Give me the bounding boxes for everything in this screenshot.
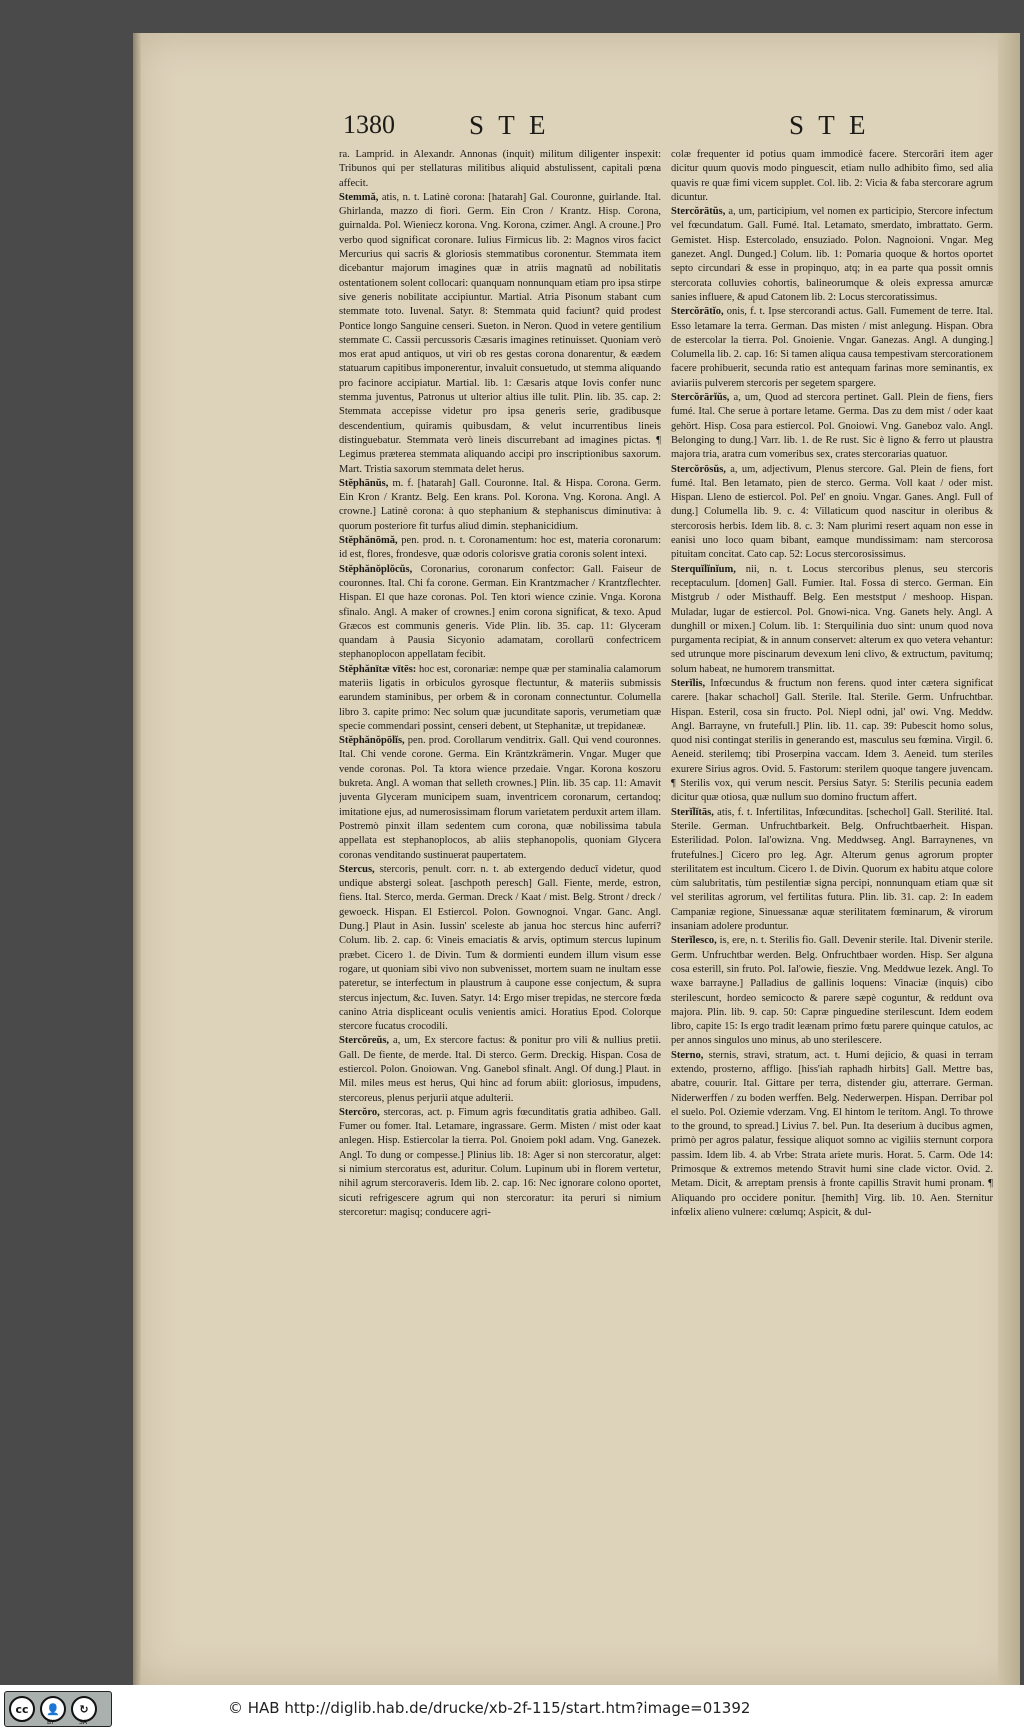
dictionary-entry <box>671 305 993 391</box>
dictionary-entry <box>671 1049 993 1221</box>
dictionary-entry <box>339 191 661 477</box>
entry-lemma: Sterĭlis, <box>671 677 706 689</box>
dictionary-entry <box>671 677 993 806</box>
entry-lemma: Stĕphānŭs, <box>339 477 389 489</box>
entry-lemma: Sterĭlĭtās, <box>671 806 714 818</box>
page-fold <box>998 33 1020 1685</box>
entry-text: a, um, Ex stercore factus: & ponitur pro vili & nullius pretii. Gall. De fiente, de merde. Ital. Di sterco. Germ. Dreckig. Hispan. Cosa de estiercol. Polon. Gnoiowan. Vng. Ganebol sfinalt. Angl. Of dung.] Plaut. in Mil. miles meus est herus, Qui hinc ad forum abiit: gloriosus, impudens, stercoreus, plenus perjurii atque adulterii. <box>339 1035 661 1104</box>
page-header <box>339 110 979 144</box>
sa-icon: ↻ <box>71 1696 97 1722</box>
dictionary-entry <box>671 463 993 563</box>
entry-lemma: Stĕphănītæ vītēs: <box>339 663 417 675</box>
entry-lemma: Stercŏrōsŭs, <box>671 463 726 475</box>
entry-text: Coronarius, coronarum confector: Gall. Faiseur de couronnes. Ital. Chi fa corone. German. Ein Krantzmacher / Krantzflechter. Hispan. El que haze coronas. Pol. Ten ktori wience czinie. Vnga. Korona sfinalo. Angl. A maker of crownes.] enim corona significat, & texo. Apud Græcos est communis generis. Vide Plin. lib. 35. cap. 11: Glyceram quandam à Pausia Sicyonio adamatam, corollarū confectricem stephanoplocon appellatam fecibit. <box>339 563 661 661</box>
dictionary-entry <box>671 806 993 935</box>
sa-label: SA <box>79 1719 88 1726</box>
dictionary-entry <box>339 663 661 734</box>
entry-text: is, ere, n. t. Sterilis fio. Gall. Devenir sterile. Ital. Divenir sterile. Germ. Unfruchtbar werden. Belg. Onfruchtbaer worden. Hisp. Ser alguna cosa esterill, sin fruto. Pol. Ial'owie, fieszie. Vng. Meddwue lezek. Angl. To waxe barrayne.] Palladius de gallinis loquens: Vinaciæ (inquis) cibo sterilescunt, hordeo semicocto & parere sæpè coguntur, & reddunt ova majora. Plin. lib. 9. cap. 50: Capræ pinguedine sterilescunt. Idem eodem libro, capite 15: Is ergo tradit leænam primo fœtu parere quinque catulos, ac per annos singulos uno minus, ab uno sterilescere. <box>671 935 993 1047</box>
dictionary-entry <box>339 148 661 191</box>
entry-lemma: Stercus, <box>339 863 375 875</box>
entry-text: nii, n. t. Locus stercoribus plenus, seu stercoris receptaculum. [domen] Gall. Fumier. Ital. Fossa di sterco. German. Ein Mistgrub / oder Misthauff. Belg. Een meststput / meshoop. Hispan. Muladar, lugar de estiercol. Pol. Gnowi-nica. Vng. Ganets hely. Angl. A dunghill or mixen.] Colum. lib. 1: Sterquilinia duo sint: unum quod nova purgamenta recipiat, & in annum conservet: alterum ex quo vetera vehantur: sed utrunque more piscinarum devexum leni clivo, & extructum, pavitumq; solum habeat, ne humorem transmittat. <box>671 563 993 675</box>
entry-lemma: Stercŏro, <box>339 1106 380 1118</box>
dictionary-entry <box>671 563 993 677</box>
entry-lemma: Sterĭlesco, <box>671 935 717 947</box>
page-number: 1380 <box>343 110 395 139</box>
dictionary-entry <box>339 534 661 563</box>
running-head-right: S T E <box>789 110 870 140</box>
entry-lemma: Stercŏrātĭo, <box>671 306 724 318</box>
entry-lemma: Stĕphănŏplŏcŭs, <box>339 563 413 575</box>
entry-lemma: Stĕphănōmă, <box>339 535 398 547</box>
dictionary-entry <box>339 563 661 663</box>
entry-text: sternis, stravi, stratum, act. t. Humi dejicio, & quasi in terram extendo, prosterno, affligo. [hiss'iah raphadh hirbits] Gall. Mettre bas, abatre, couurir. Ital. Gittare per terra, distender giu, atterrare. German. Niderwerffen / zu boden werffen. Belg. Nederwerpen. Hispan. Derribar pol el suelo. Pol. Oziemie vderzam. Vng. El hintom le terítom. Angl. To throwe to the ground, to spread.] Livius 7. bel. Pun. Ita deserium à ducibus agmen, primò per agros palatur, fessique aliquot somno ac vigiliis sternunt corpora passim. Idem lib. 4. ab Vrbe: Strata ariete muris. Horat. 5. Carm. Ode 14: Primosque & extremos metendo Stravit humi sine clade victor. Ovid. 2. Metam. Dicit, & arreptam prensis à fronte capillis Stravit humi pronam. ¶ Aliquando pro occidere ponitur. [hemith] Virg. lib. 10. Aen. Sternitur infœlix alieno vulnere: cœlumq; Aspicit, & dul- <box>671 1049 993 1218</box>
entry-text: pen. prod. n. t. Coronamentum: hoc est, materia coronarum: id est, flores, frondesve, quæ odoris colorisve gratia coronis solent intexi. <box>339 535 661 561</box>
entry-lemma: Stemmă, <box>339 191 379 203</box>
entry-text: ra. Lamprid. in Alexandr. Annonas (inquit) militum diligenter inspexit: Tribunos qui per stellaturas militibus aliquid abstulissent, capitali pœna affecit. <box>339 149 661 189</box>
dictionary-entry <box>339 1034 661 1105</box>
by-icon: 👤 <box>40 1696 66 1722</box>
right-column <box>671 148 993 1658</box>
entry-text: a, um, adjectivum, Plenus stercore. Gal. Plein de fiens, fort fumé. Ital. Ben letamato, pien de sterco. Germa. Voll kaat / oder mist. Hispan. Lleno de estiercol. Pol. Pel' en gnoiu. Vngar. Ganes. Angl. Full of dung.] Columella lib. 9. c. 4: Villaticum quod nascitur in oleribus & stercorosis herbis. Idem lib. 8. c. 3: Nam plurimi resert aquam non esse in eanisi uno loco quam bibant, eamque mundissimam: nam stercorosa pituitam concitat. Cato cap. 52: Locus stercorosissimus. <box>671 463 993 561</box>
entry-text: atis, f. t. Infertilitas, Infœcunditas. [schechol] Gall. Sterilité. Ital. Sterile. German. Unfruchtbarkeit. Belg. Onfruchtbaerheit. Hispan. Esterilidad. Polon. Ial'owizna. Vng. Meddwseg. Angl. Barraynenes, vn frutefulnes.] Cicero pro leg. Agr. Alterum genus agrorum propter sterilitatem est incultum. Cicero 1. de Divin. Quorum ex habitu atque colore cùm salubritatis, tùm pestilentiæ signa percipi, nonnunquam etiam quæ sit vel sterilitas agrorum, vel fertilitas futura. Plin. lib. 31. cap. 2: In eadem Campaniæ regione, Sinuessanæ aquæ sterilitatem fœminarum, & virorum insaniam adolere produntur. <box>671 806 993 933</box>
footer-bar <box>0 1685 1024 1732</box>
by-label: BY <box>47 1719 55 1726</box>
dictionary-entry <box>339 477 661 534</box>
attribution-link[interactable]: © HAB http://diglib.hab.de/drucke/xb-2f-115/start.htm?image=01392 <box>228 1699 751 1717</box>
entry-lemma: Sterquĭlĭnĭum, <box>671 563 736 575</box>
entry-text: pen. prod. Corollarum venditrix. Gall. Qui vend couronnes. Ital. Chi vende corone. Germa. Ein Kräntzkrämerin. Vngar. Muger que vende coronas. Pol. Ta ktora wience przedaie. Vngar. Korona koszoru bukreta. Angl. A woman that selleth crownes.] Plin. lib. 35 cap. 11: Amavit juventa Glyceram municipem suam, inventricem coronarum, certandoq; imitatione ejus, ad numerosissimam florum varietatem perduxit artem illam. Postremò pinxit illam sedentem cum corona, quæ nobilissima tabula appellata est stephanoplocos, ab aliis stephanopolis, quoniam Glycera coronas venditando sustinuerat paupertatem. <box>339 735 661 861</box>
dictionary-entry <box>671 148 993 205</box>
entry-lemma: Sterno, <box>671 1049 704 1061</box>
dictionary-entry <box>671 205 993 305</box>
running-head-left: S T E <box>469 110 550 140</box>
entry-text: stercoras, act. p. Fimum agris fœcunditatis gratia adhibeo. Gall. Fumer ou fomer. Ital. Letamare, ingrassare. Germ. Misten / mist oder kaat anlegen. Hisp. Estiercolar la tierra. Pol. Gnoiem pokl adam. Vng. Ganezek. Angl. To dung or compesse.] Plinius lib. 18: Ager si non stercoratur, alget: si nimium stercoratus est, aduritur. Colum. Lupinum ubi in florem vertetur, nihil agrum stercoraveris. Idem lib. 2. cap. 16: Nec ignorare colono oportet, sicuti refrigescere agrum qui non stercoratur: ita peruri si nimium stercoretur: magisq; conducere agri- <box>339 1106 661 1218</box>
entry-text: hoc est, coronariæ: nempe quæ per staminalia calamorum materiis ligatis in orbiculos gyrosque flectuntur, & materiis submissis earundem staminibus, per orbem & in coronam connectuntur. Columella libro 3. capite primo: Nec solum quæ jucunditate saporis, verumetiam quæ specie commendari possint, censeri debent, ut Stephanitæ, ut trepidaneæ. <box>339 663 661 732</box>
book-spine <box>133 33 141 1685</box>
entry-text: atis, n. t. Latinè corona: [hatarah] Gal. Couronne, guirlande. Ital. Ghirlanda, mazzo di fiori. Germ. Ein Cron / Krantz. Hisp. Corona, guirnalda. Pol. Wieniecz korona. Vng. Korona, czimer. Angl. A croune.] Pro verbo quod significat coronare. Iulius Firmicus lib. 2: Magnos viros facict Mercurius qui sacris & gloriosis stemmatibus coronentur. Stemmata item dicebantur majorum imagines quæ in atriis magnatū ad nobilitatis ostentationem solent collocari: quanquam nonnunquam etiam pro ipsa stirpe sive generis nobilitate accipiuntur. Martial. Atria Pisonum stabant cum stemmate toto. Iuvenal. Satyr. 8: Stemmata quid faciunt? quid prodest Pontice longo Sanguine censeri. Sueton. in Neron. Quod in vetere gentilium stemmate C. Cassii percussoris Cæsaris imagines retinuisset. Quoniam verò mos erat apud antiquos, ut viri ob res gestas corona donarentur, & eædem statuarum capitibus imponerentur, invaluit consuetudo, ut stemma aliquando pro facinore accipiatur. Martial. lib. 1: Cæsaris atque Iovis confer nunc stemma juventus, Patronus ut ulterior altius ille tulit. Plin. lib. 35. cap. 2: Stemmata accepisse videtur pro ipsa generis serie, gradibusque descendentium, quiramis quibusdam, & velut incurrentibus lineis distinguebatur. Stemmata verò lineis discurrebant ad imagines pictas. ¶ Legimus præterea stemmata aliquando accipi pro inscriptionibus saxorum. Mart. Tristia saxorum stemmata delet herus. <box>339 191 661 475</box>
dictionary-entry <box>339 863 661 1035</box>
left-column <box>339 148 661 1658</box>
cc-icon: cc <box>9 1696 35 1722</box>
cc-license-badge[interactable] <box>4 1691 112 1727</box>
entry-lemma: Stercŏrātŭs, <box>671 206 726 218</box>
entry-lemma: Stĕphănŏpōlĭs, <box>339 735 405 747</box>
entry-text: Infœcundus & fructum non ferens. quod inter cætera significat carere. [hakar schachol] Gall. Sterile. Ital. Sterile. Germ. Unfruchtbar. Hispan. Esteril, cosa sin fructo. Pol. Niepl odni, jal' owi. Vng. Meddw. Angl. Barrayne, vn frutefull.] Plin. lib. 11. cap. 39: Pubescit homo solus, quod nisi contingat sterilis in generando est, masculus seu fœmina. Virgil. 6. Aeneid. sterilemq; tibi Proserpina vaccam. Idem 3. Aeneid. tum steriles exurere Sirius agros. Ovid. 5. Fastorum: sterilem quoque tangere juvencam. ¶ Sterilis vox, qui verum nescit. Persius Satyr. 5: Sterilis pecunia eadem dicitur quæ otiosa, quæ nullum suo domino fructum affert. <box>671 677 993 804</box>
entry-text: a, um, participium, vel nomen ex participio, Stercore infectum vel fœcundatum. Gall. Fumé. Ital. Letamato, smerdato, imbrattato. Germ. Gemistet. Hisp. Estercolado, ensuziado. Polon. Nagnoioni. Vngar. Meg ganezet. Angl. Dunged.] Colum. lib. 1: Pomaria quoque & hortos oportet septo circundari & esse in propinquo, atq; in ea parte qua possit omnis stercorata colluvies cohortis, balineorumque & oleis expressa amurcæ sanies influere, & apud Catonem lib. 2: Locus stercoratissimus. <box>671 206 993 303</box>
dictionary-entry <box>339 734 661 863</box>
entry-text: m. f. [hatarah] Gall. Couronne. Ital. & Hispa. Corona. Germ. Ein Kron / Krantz. Belg. Een krans. Pol. Korona. Vng. Korona. Angl. A crowne.] Latinè corona: à quo stephanium & stephaniscus diminutiva: à quorum posteriore fit turfus aliud dimin. stephanicidium. <box>339 477 661 532</box>
entry-text: stercoris, penult. corr. n. t. ab extergendo deducī videtur, quod undique abstergi soleat. [aschpoth peresch] Gall. Fiente, merde, estron, fiens. Ital. Sterco, merda. German. Dreck / Kaat / mist. Belg. Stront / dreck / gewoeck. Hispan. El Estiercol. Polon. Gownognoi. Vngar. Ganc. Angl. Dung.] Plaut in Asin. Iussin' sceleste ab janua hoc stercus hinc auferri? Colum. lib. 2. cap. 6: Vineis emaciatis & arvis, optimum stercus lupinum præbet. Cicero 1. de Divin. Tum & dormienti eundem illum visum esse rogare, ut quoniam sibi vivo non subvenisset, mortem suam ne inultam esse pateretur, se interfectum in plaustrum à caupone esse conjectum, & supra stercus injectum, &c. Iuven. Satyr. 14: Ergo miser trepidas, ne stercore fœda canino Atria displiceant oculis venientis amici. Horatius Epod. Colorque stercore fucatus crocodili. <box>339 863 661 1033</box>
dictionary-entry <box>339 1106 661 1220</box>
dictionary-entry <box>671 391 993 462</box>
page-text-block <box>339 110 993 1670</box>
dictionary-entry <box>671 934 993 1048</box>
entry-text: colæ frequenter id potius quam immodicè facere. Stercorāri item ager dicitur quum quovis modo pinguescit, etiam nullo adhibito fimo, sed alia quavis re quæ fimi vicem supplet. Col. lib. 2: Vicia & faba stercorare agrum dicuntur. <box>671 149 993 203</box>
entry-text: a, um, Quod ad stercora pertinet. Gall. Plein de fiens, fiers fumé. Ital. Che serue à portare letame. Germa. Das zu dem mist / oder kaat gehört. Hisp. Cosa para estiercol. Pol. Gnoiowi. Vng. Ganeboz valo. Angl. Belonging to dung.] Varr. lib. 1. de Re rust. Sic è ligno & ferro ut plaustra majora tria, aratra cum vomeribus sex, crates stercorarias quatuor. <box>671 392 993 461</box>
entry-lemma: Stercŏreŭs, <box>339 1035 390 1047</box>
entry-text: onis, f. t. Ipse stercorandi actus. Gall. Fumement de terre. Ital. Esso letamare la terra. German. Das misten / mist anlegung. Hispan. Obra de estercolar la tierra. Pol. Gnoienie. Vngar. Ganezas. Angl. A dunging.] Columella lib. 2. cap. 16: Si tamen aliqua causa tempestivam stercorationem facere prohibuerit, secunda ratio est antequam farinas more seminantis, ex aviariis pulverem stercoris per segetem spargere. <box>671 306 993 389</box>
entry-lemma: Stercŏrārĭŭs, <box>671 392 730 404</box>
